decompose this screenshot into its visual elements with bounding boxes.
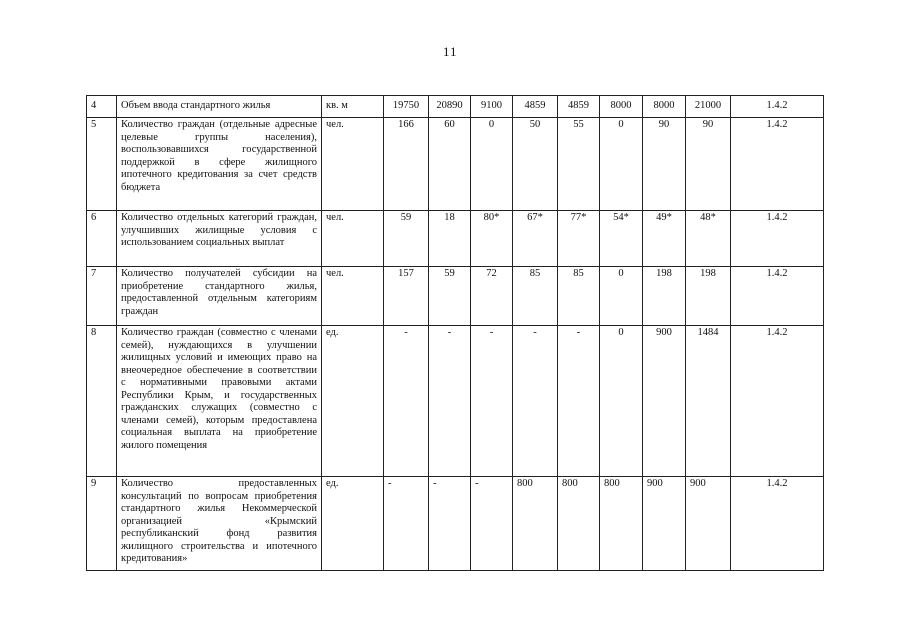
unit-cell: кв. м [322, 96, 384, 118]
value-cell: 900 [643, 477, 686, 571]
code-cell: 1.4.2 [731, 96, 824, 118]
value-cell: - [558, 326, 600, 477]
table-row [87, 477, 824, 571]
value-cell: 0 [600, 326, 643, 477]
value-cell: 67* [513, 211, 558, 267]
value-cell: 90 [686, 118, 731, 211]
code-cell: 1.4.2 [731, 267, 824, 326]
table-row [87, 326, 824, 477]
unit-cell: чел. [322, 211, 384, 267]
table-row [87, 267, 824, 326]
value-cell: 18 [429, 211, 471, 267]
table-row [87, 211, 824, 267]
indicator-name: Количество предоставленных консультаций по вопросам приобретения стандартного жилья Некоммерческой организацией «Крымский республиканский фонд развития жилищного строительства и ипотечного кредитования» [117, 477, 322, 571]
value-cell: 800 [600, 477, 643, 571]
unit-cell: ед. [322, 477, 384, 571]
value-cell: 50 [513, 118, 558, 211]
value-cell: - [471, 477, 513, 571]
code-cell: 1.4.2 [731, 118, 824, 211]
value-cell: - [471, 326, 513, 477]
value-cell: 19750 [384, 96, 429, 118]
code-cell: 1.4.2 [731, 326, 824, 477]
value-cell: 60 [429, 118, 471, 211]
value-cell: 90 [643, 118, 686, 211]
value-cell: 0 [600, 267, 643, 326]
value-cell: 166 [384, 118, 429, 211]
unit-cell: ед. [322, 326, 384, 477]
code-cell: 1.4.2 [731, 477, 824, 571]
value-cell: 49* [643, 211, 686, 267]
value-cell: 0 [600, 118, 643, 211]
value-cell: 8000 [600, 96, 643, 118]
value-cell: 21000 [686, 96, 731, 118]
indicators-table [86, 95, 824, 571]
unit-cell: чел. [322, 118, 384, 211]
indicator-name: Количество граждан (отдельные адресные целевые группы населения), воспользовавшихся государственной поддержкой в сфере жилищного ипотечного кредитования за счет средств бюджета [117, 118, 322, 211]
indicator-name: Объем ввода стандартного жилья [117, 96, 322, 118]
value-cell: 77* [558, 211, 600, 267]
value-cell: 4859 [558, 96, 600, 118]
value-cell: - [384, 326, 429, 477]
value-cell: - [429, 326, 471, 477]
value-cell: 900 [686, 477, 731, 571]
value-cell: 9100 [471, 96, 513, 118]
indicator-name: Количество отдельных категорий граждан, улучшивших жилищные условия с использованием социальных выплат [117, 211, 322, 267]
row-number: 5 [87, 118, 117, 211]
value-cell: 48* [686, 211, 731, 267]
value-cell: - [384, 477, 429, 571]
value-cell: 20890 [429, 96, 471, 118]
table-row [87, 96, 824, 118]
row-number: 9 [87, 477, 117, 571]
value-cell: 59 [384, 211, 429, 267]
value-cell: 900 [643, 326, 686, 477]
value-cell: - [429, 477, 471, 571]
value-cell: 198 [686, 267, 731, 326]
indicator-name: Количество граждан (совместно с членами семей), нуждающихся в улучшении жилищных условий и имеющих право на внеочередное обеспечение в соответствии с нормативными правовыми актами Республики Крым, и государственных гражданских служащих (совместно с членами семей), которым предоставлена социальная выплата на приобретение жилого помещения [117, 326, 322, 477]
value-cell: 4859 [513, 96, 558, 118]
row-number: 7 [87, 267, 117, 326]
code-cell: 1.4.2 [731, 211, 824, 267]
page-number: 11 [443, 44, 458, 59]
row-number: 6 [87, 211, 117, 267]
row-number: 4 [87, 96, 117, 118]
value-cell: 85 [513, 267, 558, 326]
value-cell: 54* [600, 211, 643, 267]
value-cell: 85 [558, 267, 600, 326]
value-cell: 198 [643, 267, 686, 326]
value-cell: 80* [471, 211, 513, 267]
value-cell: 1484 [686, 326, 731, 477]
unit-cell: чел. [322, 267, 384, 326]
row-number: 8 [87, 326, 117, 477]
value-cell: 59 [429, 267, 471, 326]
indicator-name: Количество получателей субсидии на приобретение стандартного жилья, предоставленной отдельным категориям граждан [117, 267, 322, 326]
value-cell: 72 [471, 267, 513, 326]
value-cell: 800 [558, 477, 600, 571]
value-cell: 8000 [643, 96, 686, 118]
value-cell: 55 [558, 118, 600, 211]
value-cell: 0 [471, 118, 513, 211]
value-cell: - [513, 326, 558, 477]
table-row [87, 118, 824, 211]
value-cell: 157 [384, 267, 429, 326]
value-cell: 800 [513, 477, 558, 571]
